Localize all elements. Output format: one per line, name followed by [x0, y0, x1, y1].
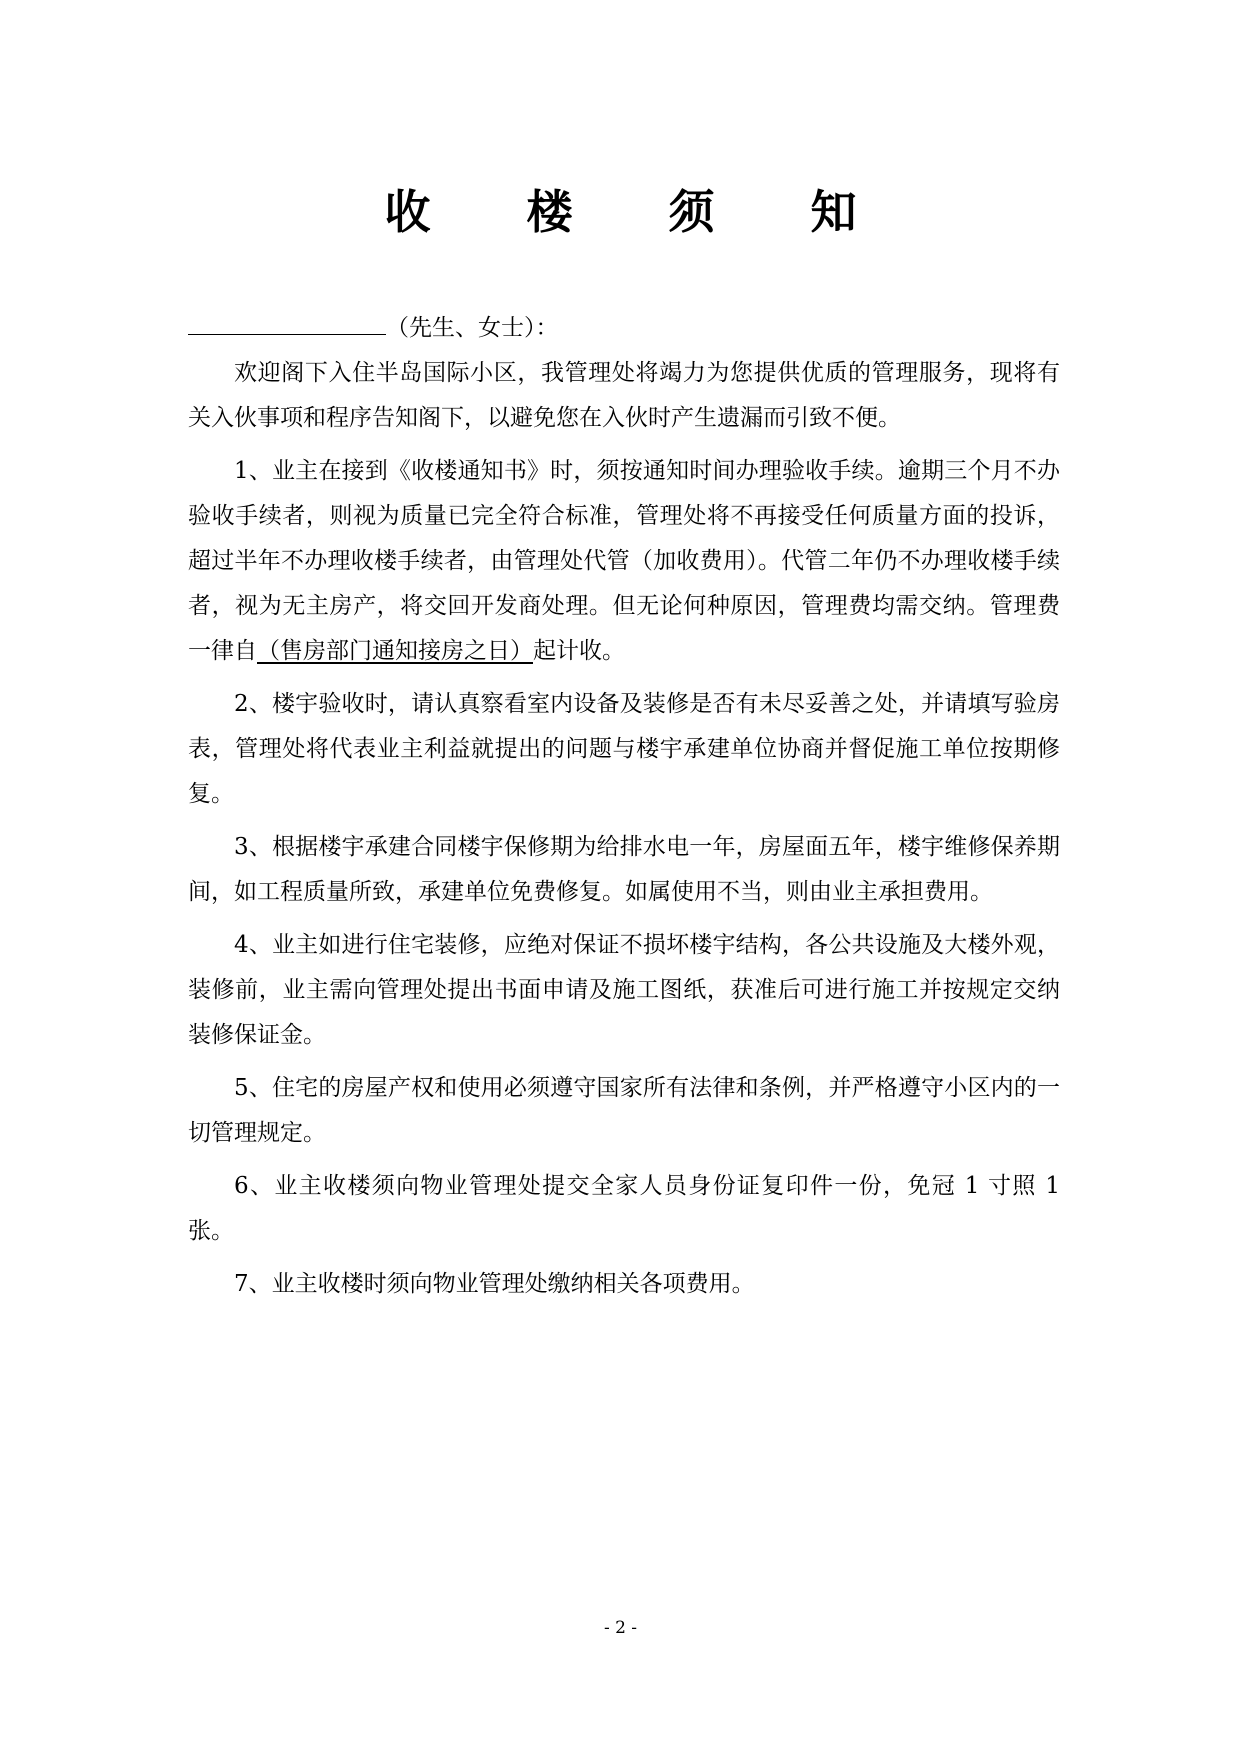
intro-paragraph: 欢迎阁下入住半岛国际小区，我管理处将竭力为您提供优质的管理服务，现将有关入伙事项和程序告知阁下，以避免您在入伙时产生遗漏而引致不便。 [188, 360, 1060, 431]
salutation-line [188, 306, 1060, 351]
item-1-text: 1、业主在接到《收楼通知书》时，须按通知时间办理验收手续。逾期三个月不办验收手续者，则视为质量已完全符合标准，管理处将不再接受任何质量方面的投诉，超过半年不办理收楼手续者，由管理处代管（加收费用）。代管二年仍不办理收楼手续者，视为无主房产，将交回开发商处理。但无论何种原因，管理费均需交纳。管理费一律自 [188, 458, 1060, 664]
item-3: 3、根据楼宇承建合同楼宇保修期为给排水电一年，房屋面五年，楼宇维修保养期间，如工程质量所致，承建单位免费修复。如属使用不当，则由业主承担费用。 [188, 834, 1060, 905]
page-number: - 2 - [603, 1618, 638, 1638]
item-4: 4、业主如进行住宅装修，应绝对保证不损坏楼宇结构，各公共设施及大楼外观，装修前，业主需向管理处提出书面申请及施工图纸，获准后可进行施工并按规定交纳装修保证金。 [188, 932, 1060, 1048]
item-5: 5、住宅的房屋产权和使用必须遵守国家所有法律和条例，并严格遵守小区内的一切管理规定。 [188, 1075, 1060, 1146]
document-title: 收 楼 须 知 [384, 185, 897, 239]
item-6: 6、业主收楼须向物业管理处提交全家人员身份证复印件一份，免冠 1 寸照 1 张。 [188, 1173, 1060, 1244]
item-1 [188, 449, 1060, 674]
item-1-tail: 起计收。 [533, 638, 625, 664]
salutation-suffix: （先生、女士）： [386, 315, 559, 341]
item-1-underlined-date: （售房部门通知接房之日） [257, 638, 533, 664]
item-2: 2、楼宇验收时，请认真察看室内设备及装修是否有未尽妥善之处，并请填写验房表，管理处将代表业主利益就提出的问题与楼宇承建单位协商并督促施工单位按期修复。 [188, 691, 1060, 807]
item-7: 7、业主收楼时须向物业管理处缴纳相关各项费用。 [234, 1271, 755, 1297]
document-body [188, 306, 1060, 1315]
name-blank [188, 308, 386, 335]
